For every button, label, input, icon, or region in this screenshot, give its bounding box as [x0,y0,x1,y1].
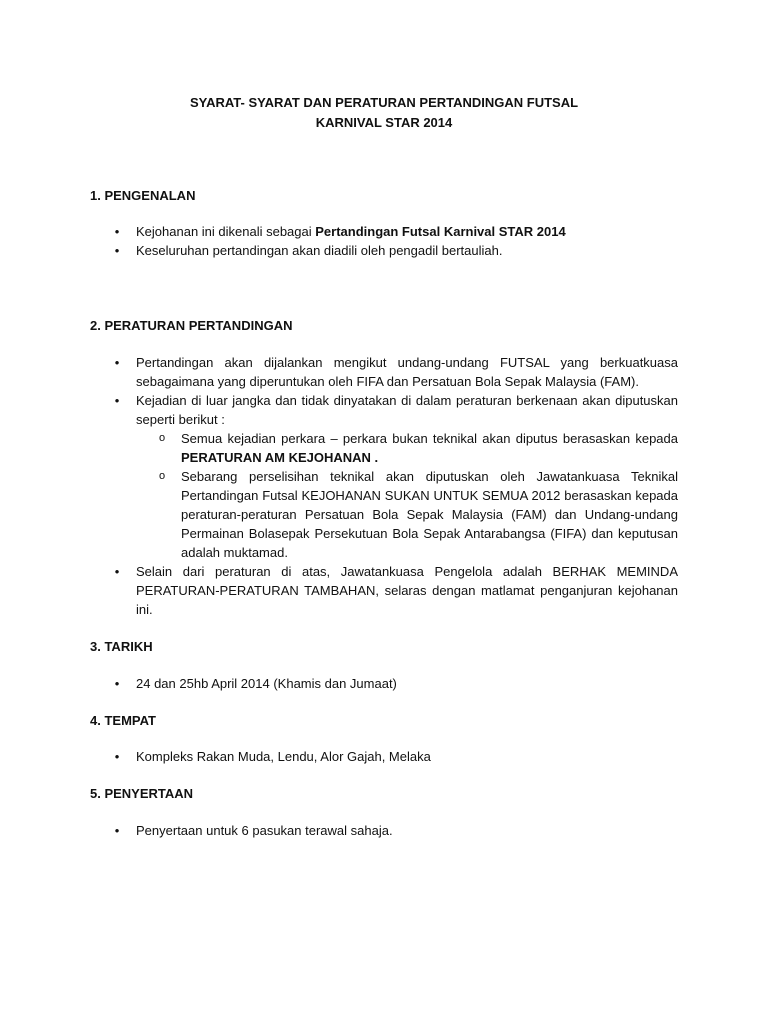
bullet-icon: • [114,676,120,691]
bullet-icon: • [114,564,120,579]
section-heading-tarikh: 3. TARIKH [90,639,153,654]
list-item-text: Kejadian di luar jangka dan tidak dinyatakan di dalam peraturan berkenaan akan diputuskan seperti berikut : [136,393,678,427]
list-item [110,747,678,766]
list-item [110,222,678,241]
list-item [110,821,678,840]
list-item-text: Penyertaan untuk 6 pasukan terawal sahaja. [136,823,393,838]
section-list-tarikh [110,674,678,693]
section-heading-tempat: 4. TEMPAT [90,713,156,728]
sub-list-item-text: Sebarang perselisihan teknikal akan diputuskan oleh Jawatankuasa Teknikal Pertandingan Futsal KEJOHANAN SUKAN UNTUK SEMUA 2012 berasaskan kepada peraturan-peraturan Persatuan Bola Sepak Malaysia (FAM) dan Undang-undang Permainan Bolasepak Persekutuan Bola Sepak Antarabangsa (FIFA) dan keputusan adalah muktamad. [181,469,678,560]
list-item-text: Keseluruhan pertandingan akan diadili oleh pengadil bertauliah. [136,243,503,258]
section-list-peraturan [110,353,678,619]
section-list-tempat [110,747,678,766]
bullet-icon: • [114,823,120,838]
list-item-text: Kejohanan ini dikenali sebagai [136,224,316,239]
sub-bullet-icon: o [158,470,166,482]
title-line-2: KARNIVAL STAR 2014 [315,115,453,130]
event-name: Pertandingan Futsal Karnival STAR 2014 [315,224,566,239]
list-item-text: Pertandingan akan dijalankan mengikut undang-undang FUTSAL yang berkuatkuasa sebagaimana yang diperuntukan oleh FIFA dan Persatuan Bola Sepak Malaysia (FAM). [136,355,678,389]
sub-list-item [155,429,678,467]
list-item-text: Kompleks Rakan Muda, Lendu, Alor Gajah, Melaka [136,749,431,764]
sub-bullet-icon: o [158,432,166,444]
list-item-text: 24 dan 25hb April 2014 (Khamis dan Jumaat) [136,676,397,691]
bullet-icon: • [114,393,120,408]
section-heading-penyertaan: 5. PENYERTAAN [90,786,194,801]
sub-list-item [155,467,678,562]
list-item [110,353,678,391]
document-title [0,93,768,133]
sub-list [136,429,678,562]
list-item [110,674,678,693]
bullet-icon: • [114,355,120,370]
section-heading-pengenalan: 1. PENGENALAN [90,188,196,203]
section-list-penyertaan [110,821,678,840]
bullet-icon: • [114,749,120,764]
list-item [110,241,678,260]
bullet-icon: • [114,243,120,258]
bullet-icon: • [114,224,120,239]
rule-reference: PERATURAN AM KEJOHANAN . [181,450,379,465]
section-heading-peraturan: 2. PERATURAN PERTANDINGAN [90,318,293,333]
list-item-text: Selain dari peraturan di atas, Jawatankuasa Pengelola adalah BERHAK MEMINDA PERATURAN-PERATURAN TAMBAHAN, selaras dengan matlamat penganjuran kejohanan ini. [136,564,678,617]
list-item [110,562,678,619]
sub-list-item-text: Semua kejadian perkara – perkara bukan teknikal akan diputus berasaskan kepada [181,431,678,446]
section-list-pengenalan [110,222,678,260]
list-item [110,391,678,562]
title-line-1: SYARAT- SYARAT DAN PERATURAN PERTANDINGAN FUTSAL [189,95,579,110]
